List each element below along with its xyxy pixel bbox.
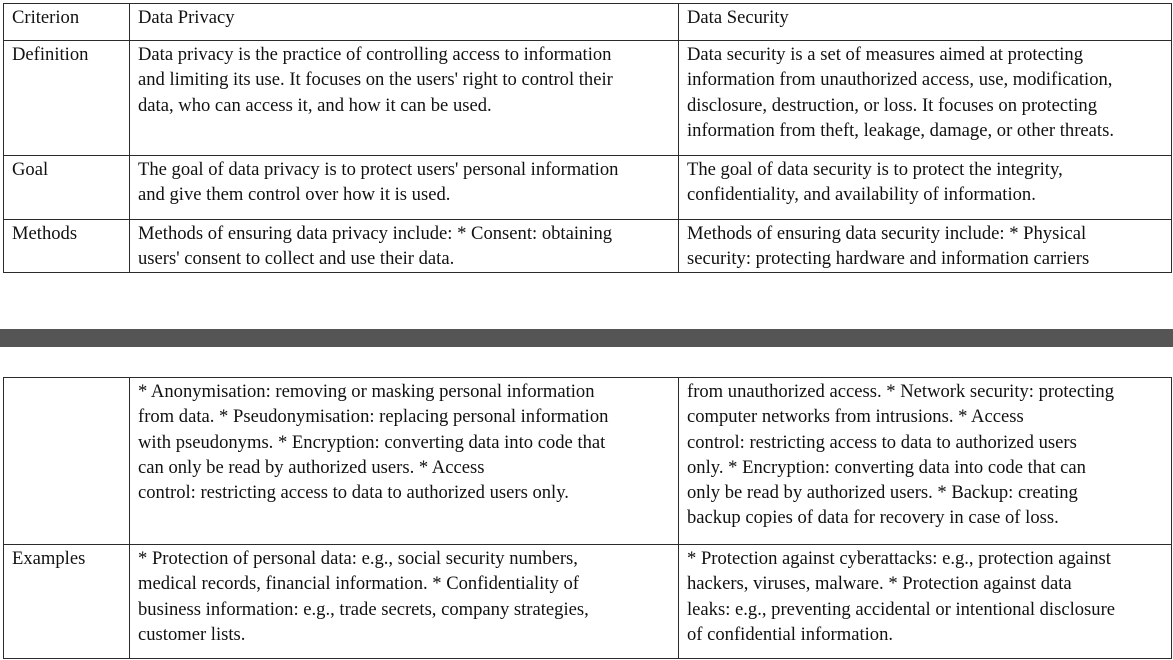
text-line: backup copies of data for recovery in case of loss. bbox=[687, 507, 1059, 529]
text-line: confidentiality, and availability of information. bbox=[687, 184, 1036, 206]
text-line: computer networks from intrusions. * Access bbox=[687, 406, 1024, 428]
criterion-cell: Examples bbox=[4, 545, 130, 659]
text-line: only. * Encryption: converting data into code that can bbox=[687, 456, 1086, 478]
text-line: leaks: e.g., preventing accidental or intentional disclosure bbox=[687, 598, 1116, 620]
text-line: can only be read by authorized users. * Access bbox=[138, 456, 485, 478]
text-line: disclosure, destruction, or loss. It focuses on protecting bbox=[687, 94, 1098, 116]
page-break-divider bbox=[0, 329, 1173, 347]
security-cell bbox=[679, 545, 1172, 659]
privacy-cell bbox=[130, 378, 679, 545]
privacy-cell bbox=[130, 220, 679, 273]
text-line: security: protecting hardware and information carriers bbox=[687, 248, 1090, 270]
text-line: only be read by authorized users. * Backup: creating bbox=[687, 482, 1078, 504]
comparison-table-bottom bbox=[3, 377, 1172, 659]
text-line: medical records, financial information. * Confidentiality of bbox=[138, 573, 579, 595]
text-line: Data security is a set of measures aimed at protecting bbox=[687, 44, 1084, 65]
text-line: with pseudonyms. * Encryption: converting data into code that bbox=[138, 431, 606, 453]
comparison-table-top bbox=[3, 3, 1172, 273]
security-cell bbox=[679, 220, 1172, 273]
text-line: and give them control over how it is used. bbox=[138, 184, 451, 206]
header-row bbox=[4, 4, 1172, 41]
table-row-goal bbox=[4, 156, 1172, 220]
privacy-cell bbox=[130, 545, 679, 659]
text-line: of confidential information. bbox=[687, 623, 894, 645]
text-line: control: restricting access to data to authorized users only. bbox=[138, 482, 569, 504]
text-line: from data. * Pseudonymisation: replacing personal information bbox=[138, 406, 609, 428]
text-line: Data privacy is the practice of controlling access to information bbox=[138, 44, 612, 65]
text-line: * Protection against cyberattacks: e.g., protection against bbox=[687, 548, 1111, 569]
text-line: business information: e.g., trade secrets, company strategies, bbox=[138, 598, 589, 620]
criterion-cell: Definition bbox=[4, 41, 130, 156]
table-row-methods bbox=[4, 220, 1172, 273]
text-line: control: restricting access to data to authorized users bbox=[687, 431, 1077, 453]
text-line: * Protection of personal data: e.g., social security numbers, bbox=[138, 548, 578, 569]
text-line: Methods of ensuring data security include: * Physical bbox=[687, 223, 1087, 244]
security-cell bbox=[679, 41, 1172, 156]
text-line: from unauthorized access. * Network security: protecting bbox=[687, 381, 1114, 402]
security-cell bbox=[679, 378, 1172, 545]
text-line: Methods of ensuring data privacy include: * Consent: obtaining bbox=[138, 223, 613, 244]
text-line: data, who can access it, and how it can be used. bbox=[138, 94, 492, 116]
criterion-cell: Methods bbox=[4, 220, 130, 273]
header-data-privacy: Data Privacy bbox=[130, 4, 679, 41]
table-row-examples bbox=[4, 545, 1172, 659]
text-line: hackers, viruses, malware. * Protection against data bbox=[687, 573, 1072, 595]
header-data-security: Data Security bbox=[679, 4, 1172, 41]
text-line: and limiting its use. It focuses on the users' right to control their bbox=[138, 69, 613, 91]
text-line: information from unauthorized access, use, modification, bbox=[687, 69, 1113, 91]
header-criterion: Criterion bbox=[4, 4, 130, 41]
text-line: information from theft, leakage, damage, or other threats. bbox=[687, 119, 1114, 141]
text-line: The goal of data privacy is to protect users' personal information bbox=[138, 159, 619, 180]
table-row-methods-continued bbox=[4, 378, 1172, 545]
privacy-cell bbox=[130, 41, 679, 156]
privacy-cell bbox=[130, 156, 679, 220]
text-line: The goal of data security is to protect the integrity, bbox=[687, 159, 1063, 180]
text-line: users' consent to collect and use their data. bbox=[138, 248, 455, 270]
criterion-cell bbox=[4, 378, 130, 545]
text-line: * Anonymisation: removing or masking personal information bbox=[138, 381, 595, 402]
criterion-cell: Goal bbox=[4, 156, 130, 220]
table-row-definition bbox=[4, 41, 1172, 156]
security-cell bbox=[679, 156, 1172, 220]
text-line: customer lists. bbox=[138, 623, 246, 645]
